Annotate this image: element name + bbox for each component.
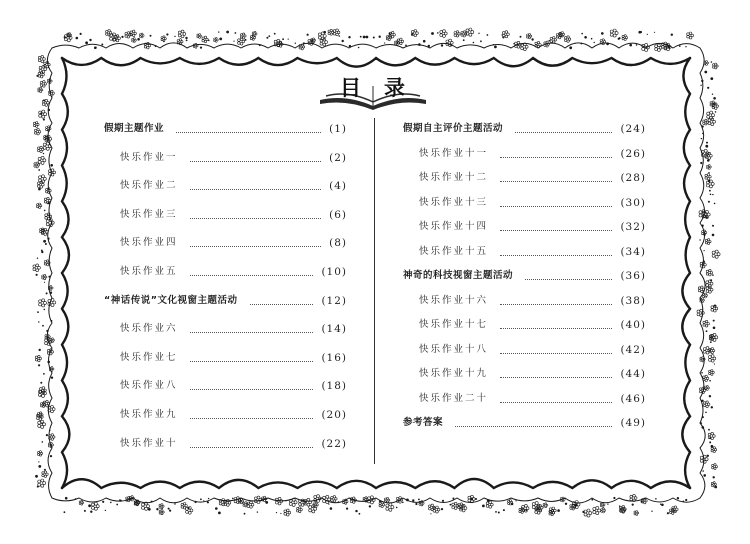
- toc-entry-page: (12): [321, 294, 347, 307]
- toc-entry-page: (14): [321, 323, 347, 336]
- dot-leader: [190, 408, 314, 419]
- toc-entry-label: 快乐作业六: [120, 323, 178, 335]
- dot-leader: [190, 351, 314, 362]
- toc-entry[interactable]: [403, 294, 646, 319]
- toc-entry-label: 快乐作业一: [120, 151, 178, 163]
- dot-leader: [500, 196, 612, 207]
- dot-leader: [515, 122, 612, 133]
- toc-entry-page: (6): [329, 208, 347, 221]
- toc-entry-label: 快乐作业十五: [419, 245, 489, 257]
- toc-entry[interactable]: [104, 265, 347, 294]
- toc-entry-page: (34): [620, 245, 646, 258]
- dot-leader: [190, 179, 322, 190]
- toc-entry-page: (10): [321, 265, 347, 278]
- toc-heading: [318, 72, 428, 112]
- dot-leader: [500, 367, 612, 378]
- toc-entry[interactable]: [104, 179, 347, 208]
- toc-entry-page: (22): [321, 437, 347, 450]
- toc-entry[interactable]: [104, 208, 347, 237]
- toc-entry-page: (38): [620, 294, 646, 307]
- toc-entry-page: (49): [620, 417, 646, 429]
- toc-entry[interactable]: [104, 379, 347, 408]
- dot-leader: [190, 379, 314, 390]
- column-divider: [374, 118, 375, 464]
- toc-entry[interactable]: [104, 351, 347, 380]
- dot-leader: [190, 151, 322, 162]
- toc-entry-label: 快乐作业七: [120, 351, 178, 363]
- dot-leader: [190, 265, 314, 276]
- dot-leader: [500, 392, 612, 403]
- toc-entry[interactable]: [403, 416, 646, 441]
- toc-entry-label: 快乐作业十七: [419, 319, 489, 330]
- toc-entry-label: 快乐作业十六: [419, 294, 489, 306]
- toc-entry[interactable]: [403, 122, 646, 147]
- dot-leader: [500, 318, 612, 329]
- toc-entry[interactable]: [403, 367, 646, 392]
- toc-entry-page: (4): [329, 180, 347, 193]
- toc-entry-label: 假期自主评价主题活动: [403, 123, 504, 134]
- dot-leader: [190, 208, 322, 219]
- toc-entry-label: 快乐作业十一: [419, 147, 489, 159]
- toc-entry-label: 快乐作业二十: [419, 392, 489, 404]
- toc-entry-page: (8): [329, 237, 347, 250]
- toc-entry-label: 快乐作业十三: [419, 196, 489, 208]
- title-char-2: 录: [384, 76, 405, 100]
- toc-entry-page: (18): [321, 380, 347, 393]
- toc-entry[interactable]: [403, 147, 646, 172]
- toc-entry-page: (42): [620, 343, 646, 356]
- toc-entry-page: (32): [620, 221, 646, 233]
- dot-leader: [250, 294, 314, 305]
- toc-entry-label: 快乐作业十四: [419, 221, 489, 232]
- toc-entry-page: (16): [321, 351, 347, 364]
- dot-leader: [176, 122, 321, 133]
- dot-leader: [525, 269, 612, 280]
- toc-entry[interactable]: [403, 245, 646, 270]
- toc-entry[interactable]: [104, 408, 347, 437]
- toc-entry[interactable]: [104, 322, 347, 351]
- toc-entry[interactable]: [403, 318, 646, 343]
- dot-leader: [190, 437, 314, 448]
- toc-entry-page: (46): [620, 392, 646, 405]
- toc-entry[interactable]: [104, 437, 347, 466]
- toc-entry-page: (28): [620, 172, 646, 184]
- toc-entry[interactable]: [104, 294, 347, 323]
- toc-entry[interactable]: [403, 392, 646, 417]
- toc-entry[interactable]: [403, 171, 646, 196]
- toc-entry-label: 快乐作业三: [120, 208, 178, 220]
- toc-entry-label: “神话传说”文化视窗主题活动: [104, 294, 238, 306]
- toc-entry[interactable]: [104, 151, 347, 180]
- toc-entry-page: (1): [329, 123, 347, 135]
- dot-leader: [500, 343, 612, 354]
- toc-entry[interactable]: [403, 269, 646, 294]
- toc-entry-label: 快乐作业九: [120, 408, 178, 420]
- title-char-1: 目: [340, 76, 361, 100]
- toc-entry-page: (44): [620, 368, 646, 380]
- dot-leader: [500, 220, 612, 231]
- toc-entry-page: (30): [620, 196, 646, 209]
- dot-leader: [190, 236, 322, 247]
- toc-entry[interactable]: [403, 220, 646, 245]
- toc-entry[interactable]: [403, 196, 646, 221]
- toc-entry[interactable]: [403, 343, 646, 368]
- toc-entry-label: 快乐作业十二: [419, 172, 489, 183]
- dot-leader: [455, 416, 612, 427]
- toc-entry[interactable]: [104, 236, 347, 265]
- toc-left-column: [104, 122, 347, 465]
- toc-entry-page: (20): [321, 408, 347, 421]
- dot-leader: [500, 294, 612, 305]
- toc-entry-page: (26): [620, 147, 646, 160]
- toc-entry-label: 快乐作业二: [120, 180, 178, 192]
- dot-leader: [190, 322, 314, 333]
- dot-leader: [500, 147, 612, 158]
- dot-leader: [500, 245, 612, 256]
- toc-entry-page: (2): [329, 151, 347, 164]
- dot-leader: [500, 171, 612, 182]
- toc-entry-page: (40): [620, 319, 646, 331]
- toc-entry-label: 快乐作业十八: [419, 343, 489, 355]
- toc-right-column: [403, 122, 646, 441]
- toc-entry-label: 快乐作业十: [120, 437, 178, 449]
- toc-entry-label: 快乐作业五: [120, 265, 178, 277]
- toc-entry-label: 快乐作业四: [120, 237, 178, 249]
- toc-entry-label: 快乐作业八: [120, 380, 178, 392]
- toc-entry-page: (24): [620, 123, 646, 135]
- toc-entry[interactable]: [104, 122, 347, 151]
- open-book-icon: [318, 72, 428, 112]
- toc-entry-page: (36): [620, 270, 646, 282]
- toc-entry-label: 假期主题作业: [104, 123, 165, 134]
- toc-entry-label: 神奇的科技视窗主题活动: [403, 270, 514, 281]
- toc-entry-label: 参考答案: [403, 417, 444, 428]
- toc-entry-label: 快乐作业十九: [419, 368, 489, 379]
